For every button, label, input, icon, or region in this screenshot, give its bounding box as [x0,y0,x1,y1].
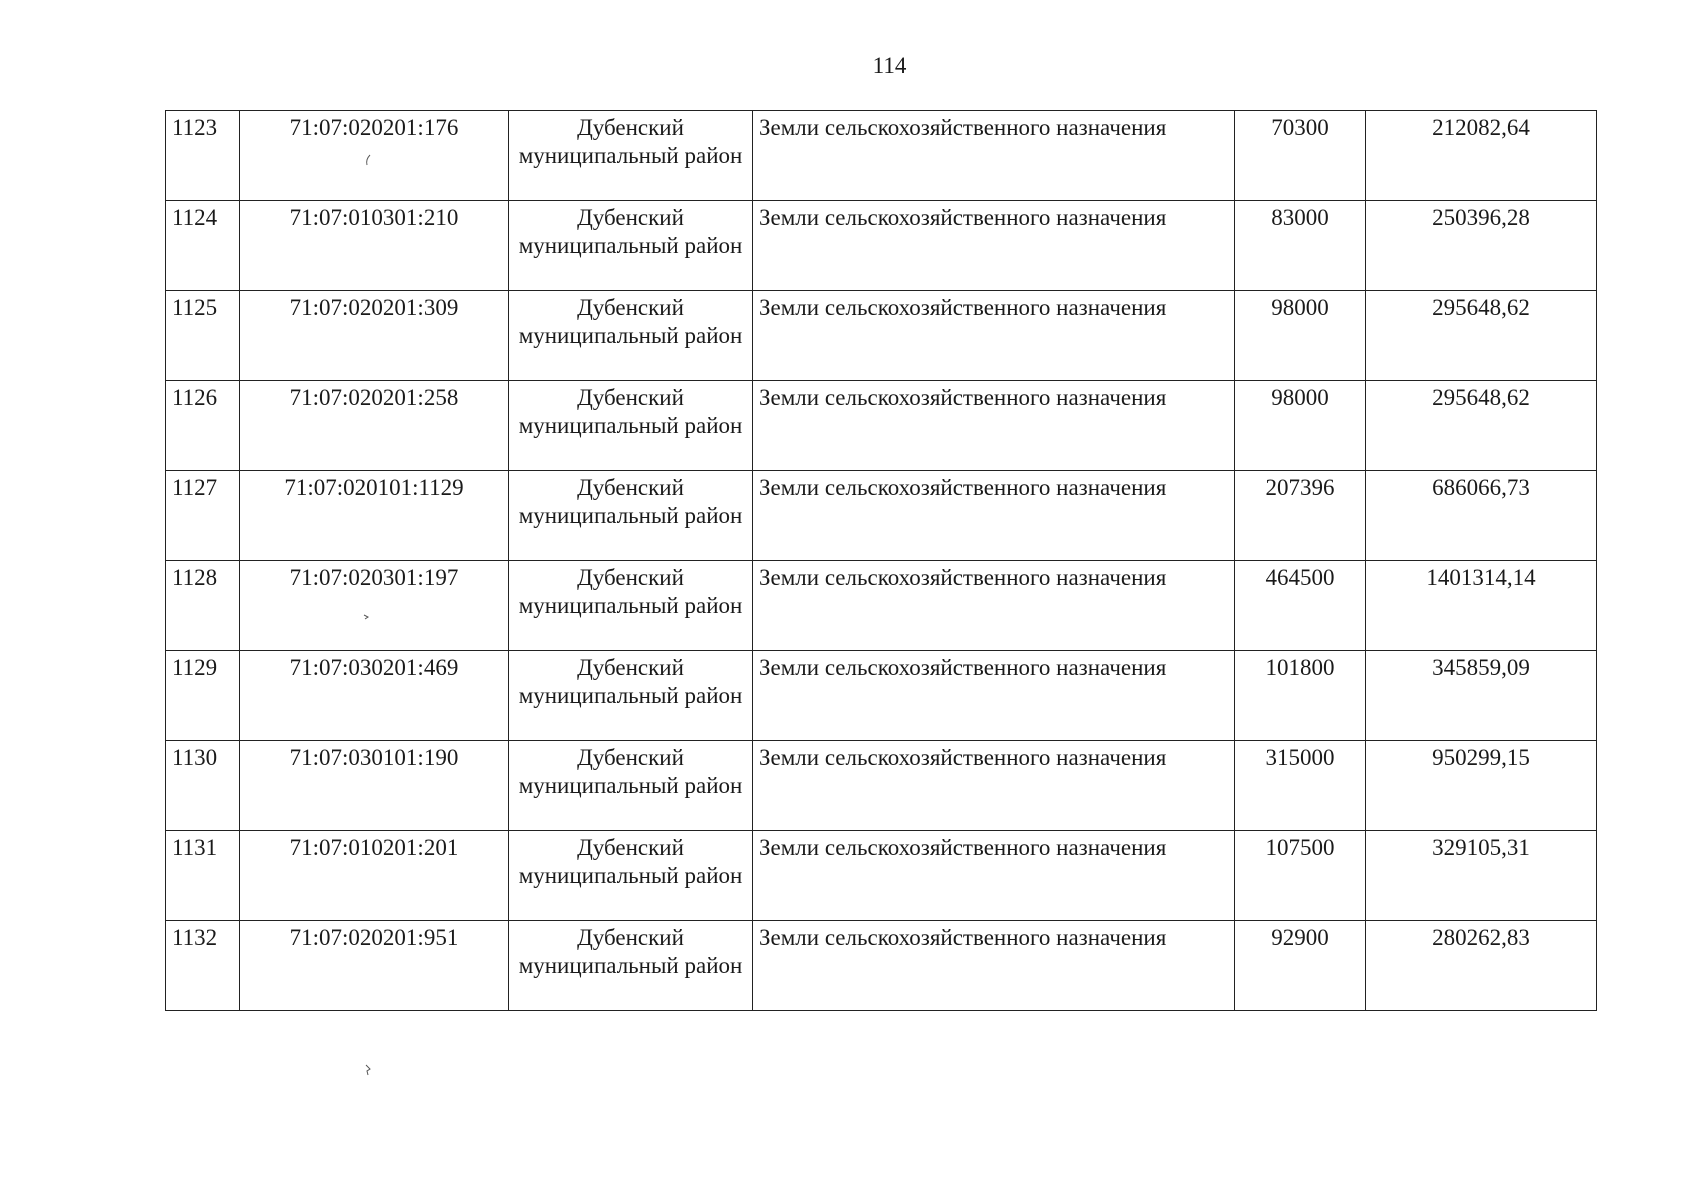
table-row [166,651,1597,741]
land-category: Земли сельскохозяйственного назначения [753,831,1235,921]
scan-mark [364,1064,372,1076]
cadastral-value: 1401314,14 [1366,561,1597,651]
plot-area: 70300 [1235,111,1366,201]
land-category: Земли сельскохозяйственного назначения [753,561,1235,651]
cadastral-number: 71:07:010201:201 [240,831,509,921]
row-number: 1129 [166,651,240,741]
row-number: 1124 [166,201,240,291]
land-category: Земли сельскохозяйственного назначения [753,201,1235,291]
plot-area: 207396 [1235,471,1366,561]
plot-area: 98000 [1235,381,1366,471]
table-row [166,741,1597,831]
land-plots-table [165,110,1597,1011]
cadastral-value: 686066,73 [1366,471,1597,561]
scan-mark [364,154,372,166]
district-name: Дубенский муниципальный район [509,291,753,381]
cadastral-number: 71:07:030101:190 [240,741,509,831]
row-number: 1126 [166,381,240,471]
plot-area: 101800 [1235,651,1366,741]
district-name: Дубенский муниципальный район [509,921,753,1011]
land-category: Земли сельскохозяйственного назначения [753,741,1235,831]
land-category: Земли сельскохозяйственного назначения [753,651,1235,741]
cadastral-number: 71:07:020301:197 [240,561,509,651]
cadastral-number: 71:07:010301:210 [240,201,509,291]
page-number: 114 [872,53,907,78]
land-category: Земли сельскохозяйственного назначения [753,921,1235,1011]
district-name: Дубенский муниципальный район [509,561,753,651]
plot-area: 92900 [1235,921,1366,1011]
district-name: Дубенский муниципальный район [509,471,753,561]
table-body [166,111,1597,1011]
row-number: 1123 [166,111,240,201]
cadastral-number: 71:07:020101:1129 [240,471,509,561]
table-row [166,381,1597,471]
plot-area: 464500 [1235,561,1366,651]
table-row [166,921,1597,1011]
cadastral-value: 950299,15 [1366,741,1597,831]
row-number: 1131 [166,831,240,921]
plot-area: 98000 [1235,291,1366,381]
cadastral-value: 345859,09 [1366,651,1597,741]
land-category: Земли сельскохозяйственного назначения [753,381,1235,471]
cadastral-number: 71:07:030201:469 [240,651,509,741]
land-category: Земли сельскохозяйственного назначения [753,111,1235,201]
cadastral-value: 212082,64 [1366,111,1597,201]
cadastral-number: 71:07:020201:258 [240,381,509,471]
district-name: Дубенский муниципальный район [509,201,753,291]
scan-mark [362,613,370,621]
cadastral-value: 295648,62 [1366,291,1597,381]
row-number: 1127 [166,471,240,561]
row-number: 1125 [166,291,240,381]
cadastral-value: 280262,83 [1366,921,1597,1011]
table-row [166,831,1597,921]
cadastral-value: 250396,28 [1366,201,1597,291]
cadastral-number: 71:07:020201:309 [240,291,509,381]
table-row [166,471,1597,561]
plot-area: 83000 [1235,201,1366,291]
table-row [166,111,1597,201]
row-number: 1132 [166,921,240,1011]
district-name: Дубенский муниципальный район [509,111,753,201]
row-number: 1130 [166,741,240,831]
district-name: Дубенский муниципальный район [509,831,753,921]
cadastral-value: 295648,62 [1366,381,1597,471]
row-number: 1128 [166,561,240,651]
plot-area: 107500 [1235,831,1366,921]
plot-area: 315000 [1235,741,1366,831]
district-name: Дубенский муниципальный район [509,381,753,471]
table-row [166,561,1597,651]
table-row [166,201,1597,291]
cadastral-value: 329105,31 [1366,831,1597,921]
table-row [166,291,1597,381]
land-category: Земли сельскохозяйственного назначения [753,291,1235,381]
land-category: Земли сельскохозяйственного назначения [753,471,1235,561]
cadastral-number: 71:07:020201:951 [240,921,509,1011]
district-name: Дубенский муниципальный район [509,651,753,741]
cadastral-number: 71:07:020201:176 [240,111,509,201]
district-name: Дубенский муниципальный район [509,741,753,831]
